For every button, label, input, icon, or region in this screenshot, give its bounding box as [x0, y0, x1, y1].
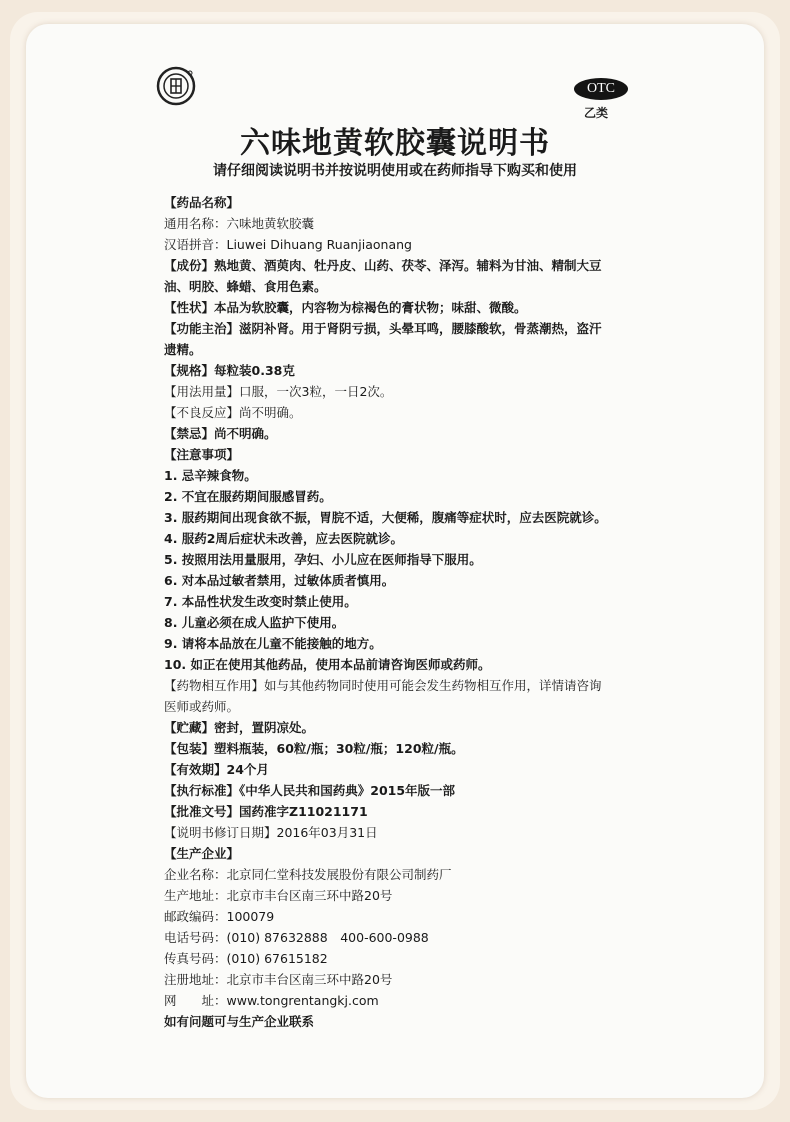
- leaflet-line: 2. 不宜在服药期间服感冒药。: [164, 489, 332, 504]
- leaflet-line: 10. 如正在使用其他药品，使用本品前请咨询医师或药师。: [164, 657, 491, 672]
- leaflet-line: 【批准文号】国药准字Z11021171: [164, 804, 368, 819]
- leaflet-line: 企业名称：北京同仁堂科技发展股份有限公司制药厂: [164, 867, 452, 882]
- leaflet-line: 【不良反应】尚不明确。: [164, 405, 302, 420]
- leaflet-line: 【规格】每粒装0.38克: [164, 363, 295, 378]
- leaflet-line: 【药品名称】: [164, 195, 240, 210]
- leaflet-line: 邮政编码：100079: [164, 909, 275, 924]
- leaflet-line: 【贮藏】密封，置阴凉处。: [164, 720, 315, 735]
- leaflet-line: 电话号码：(010) 87632888 400-600-0988: [164, 930, 429, 945]
- leaflet-line: 【性状】本品为软胶囊，内容物为棕褐色的膏状物；味甜、微酸。: [164, 300, 527, 315]
- leaflet-line: 【功能主治】滋阴补肾。用于肾阴亏损，头晕耳鸣，腰膝酸软，骨蒸潮热，盗汗: [164, 321, 602, 336]
- leaflet-line: 传真号码：(010) 67615182: [164, 951, 328, 966]
- leaflet-line: 【生产企业】: [164, 846, 240, 861]
- leaflet-line: 9. 请将本品放在儿童不能接触的地方。: [164, 636, 382, 651]
- pharmacy-seal-logo-icon: [156, 66, 196, 106]
- leaflet-line: 6. 对本品过敏者禁用，过敏体质者慎用。: [164, 573, 395, 588]
- leaflet-line: 7. 本品性状发生改变时禁止使用。: [164, 594, 357, 609]
- leaflet-line: 4. 服药2周后症状未改善，应去医院就诊。: [164, 531, 403, 546]
- leaflet-line: 【执行标准】《中华人民共和国药典》2015年版一部: [164, 783, 456, 798]
- leaflet-line: 【禁忌】尚不明确。: [164, 426, 277, 441]
- leaflet-line: 8. 儿童必须在成人监护下使用。: [164, 615, 345, 630]
- document-subtitle: 请仔细阅读说明书并按说明使用或在药师指导下购买和使用: [213, 163, 577, 179]
- leaflet-line: 3. 服药期间出现食欲不振，胃脘不适，大便稀，腹痛等症状时，应去医院就诊。: [164, 510, 607, 525]
- otc-badge: OTC: [574, 78, 628, 100]
- leaflet-line: 医师或药师。: [164, 699, 240, 714]
- contact-note: 如有问题可与生产企业联系: [164, 1014, 315, 1029]
- document-title: 六味地黄软胶囊说明书: [240, 126, 550, 161]
- leaflet-line: 【包装】塑料瓶装，60粒/瓶；30粒/瓶；120粒/瓶。: [164, 741, 464, 756]
- leaflet-line: 通用名称：六味地黄软胶囊: [164, 216, 315, 231]
- leaflet-line: 5. 按照用法用量服用，孕妇、小儿应在医师指导下服用。: [164, 552, 482, 567]
- leaflet-line: 遗精。: [164, 342, 202, 357]
- leaflet-line: 【有效期】24个月: [164, 762, 269, 777]
- leaflet-line: 油、明胶、蜂蜡、食用色素。: [164, 279, 327, 294]
- leaflet-line: 【药物相互作用】如与其他药物同时使用可能会发生药物相互作用，详情请咨询: [164, 678, 602, 693]
- leaflet-line: 【成份】熟地黄、酒萸肉、牡丹皮、山药、茯苓、泽泻。辅料为甘油、精制大豆: [164, 258, 602, 273]
- leaflet-body: [164, 192, 684, 1032]
- otc-class-label: 乙类: [584, 106, 609, 120]
- leaflet-line: 生产地址：北京市丰台区南三环中路20号: [164, 888, 393, 903]
- leaflet-line: 注册地址：北京市丰台区南三环中路20号: [164, 972, 393, 987]
- leaflet-line: 网 址：www.tongrentangkj.com: [164, 993, 379, 1008]
- leaflet-line: 【注意事项】: [164, 447, 240, 462]
- leaflet-line: 汉语拼音：Liuwei Dihuang Ruanjiaonang: [164, 237, 412, 252]
- leaflet-line: 【用法用量】口服，一次3粒，一日2次。: [164, 384, 393, 399]
- leaflet-line: 【说明书修订日期】2016年03月31日: [164, 825, 378, 840]
- leaflet-line: 1. 忌辛辣食物。: [164, 468, 257, 483]
